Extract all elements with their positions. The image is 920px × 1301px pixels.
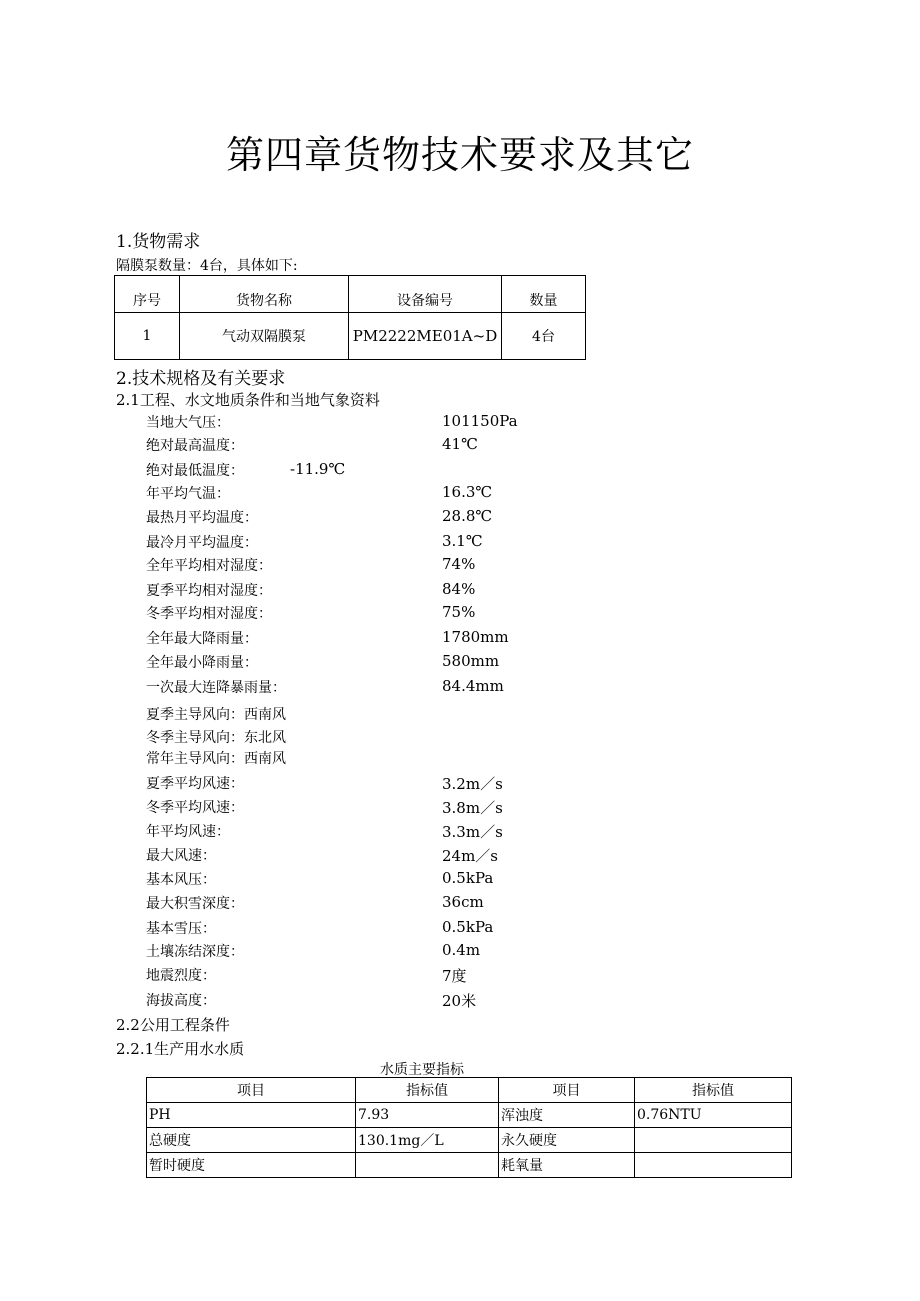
env-value: 0.5kPa	[442, 869, 494, 887]
env-label: 最大风速：	[146, 848, 216, 864]
env-label: 绝对最低温度：	[146, 463, 244, 479]
section-1-intro: 隔膜泵数量：4台，具体如下:	[116, 258, 298, 274]
env-value: 3.3m／s	[442, 823, 503, 841]
env-label: 常年主导风向：西南风	[146, 751, 286, 767]
water-cell: 暂时硬度	[147, 1153, 356, 1178]
water-table-header-row	[147, 1078, 792, 1103]
goods-table-header-row	[115, 276, 586, 313]
goods-cell-name: 气动双隔膜泵	[180, 313, 349, 360]
table-row	[147, 1103, 792, 1128]
goods-cell-code: PM2222ME01A~D	[349, 313, 502, 360]
env-value: 20米	[442, 992, 477, 1010]
env-value: 0.4m	[442, 941, 481, 959]
water-cell: 130.1mg／L	[356, 1128, 499, 1153]
env-label: 冬季平均相对湿度：	[146, 606, 272, 622]
goods-header-name: 货物名称	[180, 276, 349, 313]
env-value: 101150Pa	[442, 412, 518, 430]
table-row	[115, 313, 586, 360]
env-label: 年平均气温：	[146, 486, 230, 502]
goods-header-qty: 数量	[502, 276, 586, 313]
env-value: 28.8℃	[442, 507, 493, 525]
env-value: 75%	[442, 603, 476, 621]
env-value: 16.3℃	[442, 483, 493, 501]
env-label: 年平均风速：	[146, 824, 230, 840]
goods-cell-qty: 4台	[502, 313, 586, 360]
water-cell: 永久硬度	[499, 1128, 635, 1153]
env-value: 84.4mm	[442, 677, 504, 695]
env-value: 3.1℃	[442, 532, 483, 550]
goods-table	[114, 275, 586, 360]
env-label: 冬季平均风速：	[146, 800, 244, 816]
env-value: 36cm	[442, 893, 484, 911]
water-cell: 总硬度	[147, 1128, 356, 1153]
section-2-2-1-heading: 2.2.1生产用水水质	[116, 1040, 245, 1058]
env-value: 24m／s	[442, 847, 499, 865]
env-value: 3.2m／s	[442, 775, 503, 793]
goods-cell-index: 1	[115, 313, 180, 360]
env-value: 1780mm	[442, 628, 509, 646]
env-label: 全年最小降雨量：	[146, 655, 258, 671]
water-cell: 7.93	[356, 1103, 499, 1128]
env-label: 夏季平均风速：	[146, 776, 244, 792]
table-row	[147, 1128, 792, 1153]
page-title: 第四章货物技术要求及其它	[225, 133, 694, 177]
env-value: 84%	[442, 580, 476, 598]
water-header-value: 指标值	[356, 1078, 499, 1103]
water-header-value-2: 指标值	[635, 1078, 792, 1103]
env-label: 海拔高度：	[146, 993, 216, 1009]
water-quality-table	[146, 1077, 792, 1178]
env-value: 74%	[442, 555, 476, 573]
env-label: 基本雪压：	[146, 921, 216, 937]
table-row	[147, 1153, 792, 1178]
env-value: 41℃	[442, 435, 478, 453]
goods-header-index: 序号	[115, 276, 180, 313]
water-cell: PH	[147, 1103, 356, 1128]
env-label: 土壤冻结深度：	[146, 944, 244, 960]
env-label: 地震烈度：	[146, 968, 216, 984]
env-label: 最冷月平均温度：	[146, 535, 258, 551]
env-label: 一次最大连降暴雨量：	[146, 680, 286, 696]
env-value: 3.8m／s	[442, 799, 503, 817]
env-label: 基本风压：	[146, 872, 216, 888]
water-table-caption: 水质主要指标	[380, 1062, 464, 1078]
env-value: -11.9℃	[290, 460, 346, 478]
water-cell: 0.76NTU	[635, 1103, 792, 1128]
water-cell	[635, 1128, 792, 1153]
env-label: 全年平均相对湿度：	[146, 558, 272, 574]
water-cell: 浑浊度	[499, 1103, 635, 1128]
env-value: 580mm	[442, 652, 500, 670]
section-2-heading: 2.技术规格及有关要求	[116, 369, 286, 389]
water-cell: 耗氧量	[499, 1153, 635, 1178]
env-label: 最大积雪深度：	[146, 896, 244, 912]
env-label: 夏季主导风向：西南风	[146, 707, 286, 723]
water-cell	[635, 1153, 792, 1178]
section-1-heading: 1.货物需求	[116, 232, 201, 252]
water-header-item-2: 项目	[499, 1078, 635, 1103]
water-header-item: 项目	[147, 1078, 356, 1103]
section-2-1-heading: 2.1工程、水文地质条件和当地气象资料	[116, 391, 380, 409]
water-cell	[356, 1153, 499, 1178]
env-label: 冬季主导风向：东北风	[146, 730, 286, 746]
env-label: 全年最大降雨量：	[146, 631, 258, 647]
env-label: 当地大气压：	[146, 415, 230, 431]
env-value: 0.5kPa	[442, 918, 494, 936]
env-label: 夏季平均相对湿度：	[146, 583, 272, 599]
env-label: 绝对最高温度：	[146, 438, 244, 454]
goods-header-code: 设备编号	[349, 276, 502, 313]
env-value: 7度	[442, 967, 467, 985]
env-label: 最热月平均温度：	[146, 510, 258, 526]
section-2-2-heading: 2.2公用工程条件	[116, 1016, 230, 1034]
